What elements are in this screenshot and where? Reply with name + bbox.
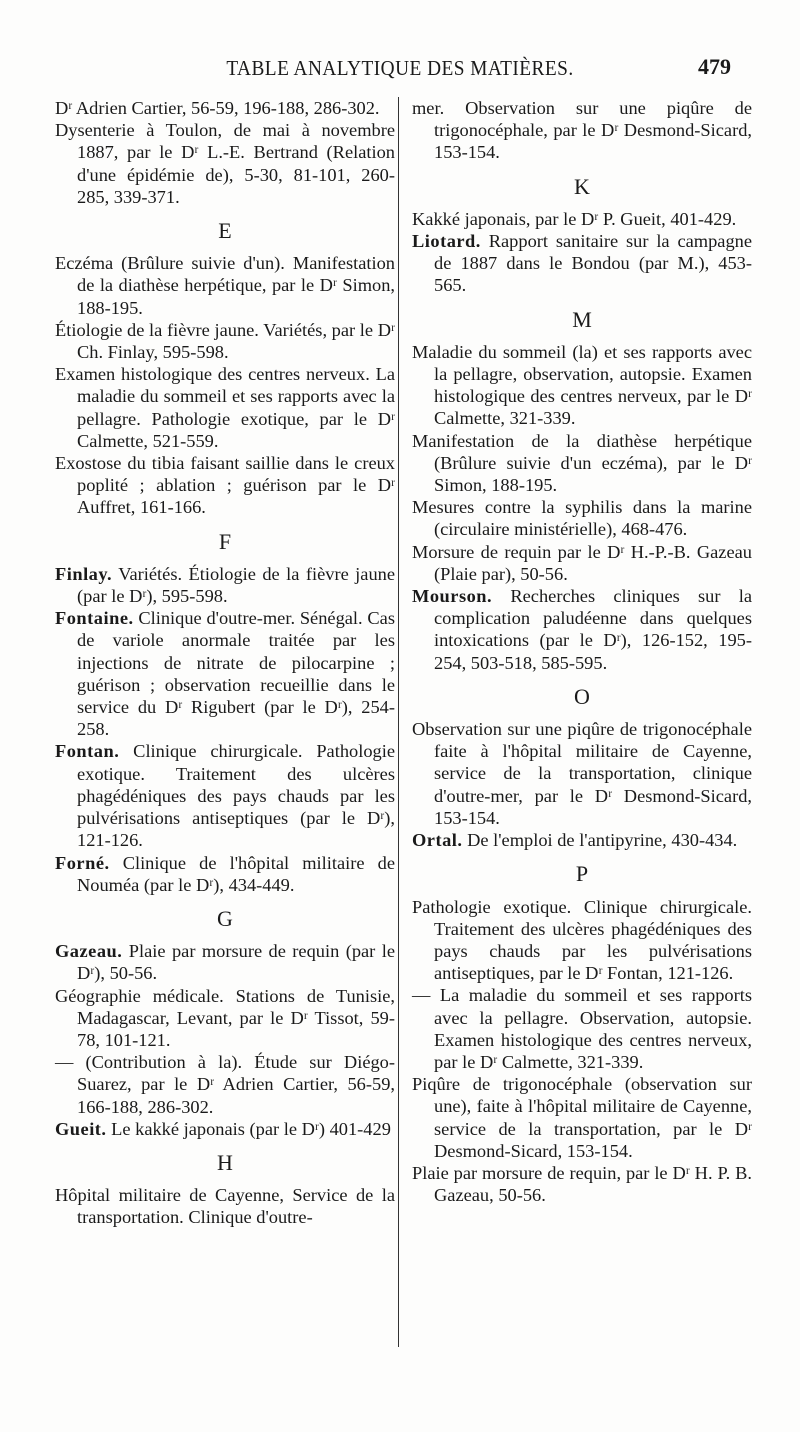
entry-author: Liotard. (412, 231, 481, 252)
index-entry (55, 119, 395, 208)
entry-text: Piqûre de trigonocéphale (observation sur une), faite à l'hôpital militaire de Cayenne, service de la transportation, par le Dʳ Desmond-Sicard, 153-154. (412, 1074, 752, 1161)
index-entry (55, 363, 395, 452)
index-entry (412, 208, 752, 230)
entry-author: Fontan. (55, 741, 120, 762)
entry-text: Variétés. Étiologie de la fièvre jaune (par le Dʳ), 595-598. (77, 563, 395, 607)
index-entry (55, 985, 395, 1052)
left-column (55, 97, 395, 1229)
index-entry (412, 896, 752, 985)
index-entry (412, 829, 752, 851)
index-entry (412, 496, 752, 540)
entry-text: Plaie par morsure de requin (par le Dʳ), 50-56. (77, 941, 395, 984)
entry-text: Plaie par morsure de requin, par le Dʳ H. P. B. Gazeau, 50-56. (412, 1162, 752, 1206)
index-entry (55, 563, 395, 607)
entry-text: Exostose du tibia faisant saillie dans le creux poplité ; ablation ; guérison par le Dʳ Auffret, 161-166. (55, 453, 395, 518)
entry-author: Finlay. (55, 563, 113, 584)
page-number: 479 (698, 54, 731, 79)
index-entry (55, 1184, 395, 1228)
index-entry (55, 940, 395, 984)
index-entry (55, 252, 395, 319)
entry-text: mer. Observation sur une piqûre de trigonocéphale, par le Dʳ Desmond-Sicard, 153-154. (412, 98, 752, 163)
entry-text: Maladie du sommeil (la) et ses rapports avec la pellagre, observation, autopsie. Examen histologique des centres nerveux, par le Dʳ Calmette, 321-339. (412, 341, 752, 429)
entry-author: Gazeau. (55, 941, 123, 962)
entry-text: De l'emploi de l'antipyrine, 430-434. (462, 830, 738, 851)
entry-text: Hôpital militaire de Cayenne, Service de la transportation. Clinique d'outre- (55, 1185, 395, 1228)
entry-author: Fontaine. (55, 608, 134, 629)
entry-author: Ortal. (412, 830, 463, 851)
column-divider (398, 97, 399, 1347)
entry-text: Clinique chirurgicale. Pathologie exotique. Traitement des ulcères phagédéniques des pays chauds par les pulvérisations antiseptiques (par le Dʳ), 121-126. (77, 741, 395, 851)
index-entry (55, 1118, 395, 1140)
index-entry (412, 97, 752, 164)
section-letter: O (574, 683, 590, 709)
entry-text: Manifestation de la diathèse herpétique (Brûlure suivie d'un eczéma), par le Dʳ Simon, 188-195. (412, 430, 752, 496)
entry-text: Examen histologique des centres nerveux. La maladie du sommeil et ses rapports avec la pellagre. Pathologie exotique, par le Dʳ Calmette, 521-559. (55, 364, 395, 451)
right-column (412, 97, 752, 1206)
entry-text: Rapport sanitaire sur la campagne de 1887 dans le Bondou (par M.), 453-565. (434, 231, 752, 296)
section-letter: M (572, 306, 592, 332)
entry-text: Mesures contre la syphilis dans la marine (circulaire ministérielle), 468-476. (412, 497, 752, 540)
entry-text: Recherches cliniques sur la complication paludéenne dans quelques intoxications (par le Dʳ), 126-152, 195-254, 503-518, 585-595. (434, 586, 752, 673)
entry-text: Dysenterie à Toulon, de mai à novembre 1887, par le Dʳ L.-E. Bertrand (Relation d'une épidémie de), 5-30, 81-101, 260-285, 339-371. (55, 120, 395, 207)
index-entry (412, 984, 752, 1073)
index-entry (55, 607, 395, 740)
entry-author: Forné. (55, 852, 110, 873)
entry-text: Le kakké japonais (par le Dʳ) 401-429 (106, 1118, 391, 1139)
index-entry (55, 852, 395, 896)
index-entry (55, 97, 395, 119)
entry-text: Dʳ Adrien Cartier, 56-59, 196-188, 286-302. (55, 98, 380, 118)
entry-text: Eczéma (Brûlure suivie d'un). Manifestation de la diathèse herpétique, par le Dʳ Simon, 188-195. (55, 253, 395, 318)
index-entry (55, 1051, 395, 1118)
index-entry (55, 740, 395, 851)
section-letter: P (575, 861, 589, 887)
entry-author: Mourson. (412, 586, 493, 607)
index-entry (412, 718, 752, 829)
index-entry (412, 1073, 752, 1162)
entry-text: Étiologie de la fièvre jaune. Variétés, par le Dʳ Ch. Finlay, 595-598. (55, 319, 395, 363)
entry-text: — (Contribution à la). Étude sur Diégo-Suarez, par le Dʳ Adrien Cartier, 56-59, 166-188, 286-302. (55, 1052, 395, 1117)
entry-text: Pathologie exotique. Clinique chirurgicale. Traitement des ulcères phagédéniques des pays chauds par les pulvérisations antiseptiques, par le Dʳ Fontan, 121-126. (412, 896, 752, 984)
entry-text: Géographie médicale. Stations de Tunisie, Madagascar, Levant, par le Dʳ Tissot, 59-78, 101-121. (55, 985, 395, 1050)
index-entry (412, 585, 752, 674)
index-entry (55, 452, 395, 519)
entry-text: Clinique de l'hôpital militaire de Nouméa (par le Dʳ), 434-449. (77, 852, 395, 895)
section-letter: G (217, 905, 233, 931)
index-entry (412, 430, 752, 497)
index-entry (412, 541, 752, 585)
section-letter: F (218, 528, 232, 554)
entry-text: Observation sur une piqûre de trigonocéphale faite à l'hôpital militaire de Cayenne, service de la transportation, clinique d'outre-mer, par le Dʳ Desmond-Sicard, 153-154. (412, 719, 752, 828)
entry-text: Kakké japonais, par le Dʳ P. Gueit, 401-429. (412, 208, 737, 229)
section-letter: K (574, 173, 590, 199)
section-letter: E (218, 218, 232, 244)
running-title: TABLE ANALYTIQUE DES MATIÈRES. (226, 56, 574, 80)
section-letter: H (217, 1149, 233, 1175)
index-entry (412, 230, 752, 297)
index-entry (412, 341, 752, 430)
entry-text: Morsure de requin par le Dʳ H.-P.-B. Gazeau (Plaie par), 50-56. (412, 541, 752, 584)
entry-author: Gueit. (55, 1118, 107, 1139)
entry-text: — La maladie du sommeil et ses rapports avec la pellagre. Observation, autopsie. Examen histologique des centres nerveux, par le Dʳ Calmette, 321-339. (412, 985, 752, 1072)
entry-text: Clinique d'outre-mer. Sénégal. Cas de variole anormale traitée par les injections de nitrate de pilocarpine ; guérison ; observation recueillie dans le service du Dʳ Rigubert (par le Dʳ), 254-258. (77, 608, 395, 740)
index-entry (55, 319, 395, 363)
index-entry (412, 1162, 752, 1206)
